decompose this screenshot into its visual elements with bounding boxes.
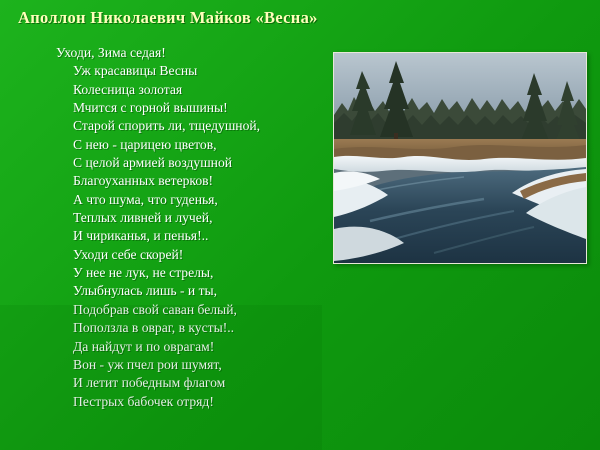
poem-line: Мчится с горной вышины!	[73, 100, 228, 116]
poem-line: Уж красавицы Весны	[73, 63, 198, 79]
poem-line: С нею - царицею цветов,	[73, 136, 217, 152]
poem-line: У нее не лук, не стрелы,	[73, 265, 214, 281]
spring-river-photo	[333, 52, 587, 264]
poem-body	[56, 44, 336, 411]
poem-line: Подобрав свой саван белый,	[73, 301, 237, 317]
poem-line: Вон - уж пчел рои шумят,	[73, 356, 222, 372]
poem-line: И летит победным флагом	[73, 375, 226, 391]
poem-line: Благоуханных ветерков!	[73, 173, 214, 189]
poem-line: И чириканья, и пенья!..	[73, 228, 209, 244]
poem-line: Теплых ливней и лучей,	[73, 210, 213, 226]
poem-line: Старой спорить ли, тщедушной,	[73, 118, 261, 134]
poem-line: Да найдут и по оврагам!	[73, 338, 215, 354]
poem-line: Колесница золотая	[73, 81, 183, 97]
poem-line: С целой армией воздушной	[73, 155, 233, 171]
poem-line: Уходи, Зима седая!	[56, 45, 166, 60]
poem-line: Пестрых бабочек отряд!	[73, 393, 214, 409]
page-title: Аполлон Николаевич Майков «Весна»	[18, 8, 318, 27]
poem-line: Поползла в овраг, в кусты!..	[73, 320, 235, 336]
photo-illustration	[334, 53, 586, 263]
poem-line: Улыбнулась лишь - и ты,	[73, 283, 218, 299]
poem-line: А что шума, что гуденья,	[73, 191, 218, 207]
poem-line: Уходи себе скорей!	[73, 246, 184, 262]
